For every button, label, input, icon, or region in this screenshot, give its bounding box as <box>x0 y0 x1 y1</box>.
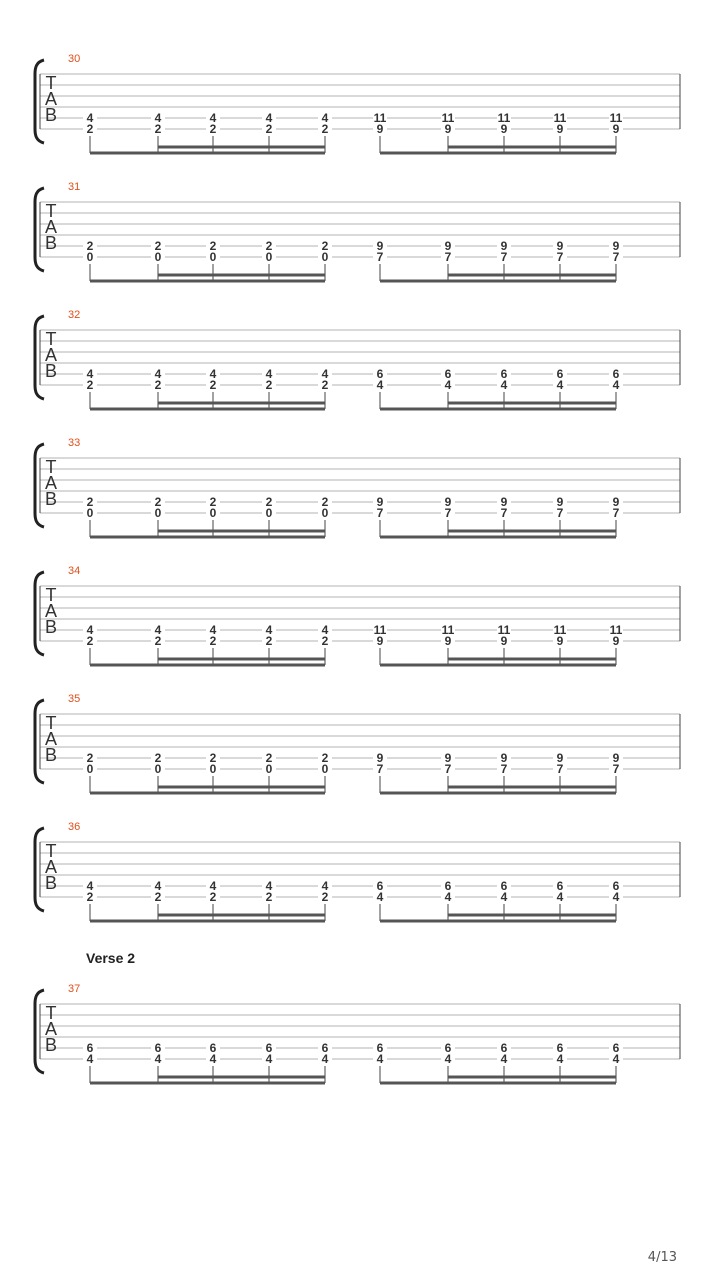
fret-number: 4 <box>500 1052 508 1066</box>
fret-number: 2 <box>209 890 217 904</box>
fret-number: 6 <box>612 879 620 893</box>
measure-number: 30 <box>68 53 81 65</box>
fret-number: 9 <box>444 634 452 648</box>
fret-number: 6 <box>321 1041 329 1055</box>
tab-clef-letter: A <box>44 89 58 109</box>
fret-number: 4 <box>154 1052 162 1066</box>
fret-number: 11 <box>609 623 623 637</box>
fret-number: 4 <box>376 1052 384 1066</box>
fret-number: 6 <box>376 879 384 893</box>
fret-number: 4 <box>321 879 329 893</box>
fret-number: 2 <box>321 890 329 904</box>
fret-number: 9 <box>500 495 508 509</box>
tab-clef-letter: A <box>44 857 58 877</box>
fret-number: 11 <box>373 111 387 125</box>
fret-number: 6 <box>612 367 620 381</box>
fret-number: 0 <box>321 762 329 776</box>
tab-clef-letter: A <box>44 729 58 749</box>
fret-number: 9 <box>500 751 508 765</box>
fret-number: 4 <box>209 111 217 125</box>
fret-number: 6 <box>444 879 452 893</box>
fret-number: 9 <box>612 122 620 136</box>
fret-number: 6 <box>444 367 452 381</box>
fret-number: 4 <box>444 890 452 904</box>
section-label: Verse 2 <box>86 950 136 966</box>
fret-number: 7 <box>444 506 452 520</box>
tab-clef-letter: B <box>44 361 58 381</box>
fret-number: 9 <box>556 495 564 509</box>
fret-number: 4 <box>612 1052 620 1066</box>
fret-number: 2 <box>209 122 217 136</box>
fret-number: 2 <box>265 751 273 765</box>
tab-clef-letter: B <box>44 105 58 125</box>
fret-number: 2 <box>265 890 273 904</box>
fret-number: 0 <box>265 762 273 776</box>
fret-number: 0 <box>209 250 217 264</box>
measure-number: 33 <box>68 437 81 449</box>
fret-number: 4 <box>265 111 273 125</box>
tab-clef-letter: B <box>44 489 58 509</box>
fret-number: 6 <box>500 367 508 381</box>
fret-number: 9 <box>500 122 508 136</box>
tab-clef-letter: T <box>45 713 57 733</box>
fret-number: 4 <box>209 879 217 893</box>
fret-number: 7 <box>444 250 452 264</box>
fret-number: 4 <box>321 1052 329 1066</box>
fret-number: 2 <box>154 122 162 136</box>
fret-number: 4 <box>321 111 329 125</box>
fret-number: 11 <box>553 111 567 125</box>
fret-number: 4 <box>321 367 329 381</box>
fret-number: 6 <box>376 367 384 381</box>
tab-clef-letter: T <box>45 201 57 221</box>
fret-number: 11 <box>441 111 455 125</box>
fret-number: 9 <box>376 122 384 136</box>
fret-number: 9 <box>500 239 508 253</box>
tab-clef-letter: T <box>45 73 57 93</box>
fret-number: 2 <box>265 495 273 509</box>
fret-number: 2 <box>154 495 162 509</box>
fret-number: 9 <box>444 122 452 136</box>
tab-clef-letter: B <box>44 1035 58 1055</box>
fret-number: 2 <box>86 890 94 904</box>
fret-number: 6 <box>265 1041 273 1055</box>
fret-number: 4 <box>86 1052 94 1066</box>
fret-number: 4 <box>500 378 508 392</box>
fret-number: 0 <box>321 250 329 264</box>
fret-number: 4 <box>265 879 273 893</box>
tab-clef-letter: B <box>44 745 58 765</box>
fret-number: 0 <box>86 506 94 520</box>
fret-number: 2 <box>154 634 162 648</box>
measure-number: 37 <box>68 983 81 995</box>
fret-number: 7 <box>556 250 564 264</box>
fret-number: 9 <box>444 751 452 765</box>
measure-number: 35 <box>68 693 81 705</box>
fret-number: 9 <box>500 634 508 648</box>
fret-number: 9 <box>376 634 384 648</box>
fret-number: 11 <box>373 623 387 637</box>
tab-clef-letter: B <box>44 233 58 253</box>
tab-clef-letter: T <box>45 585 57 605</box>
fret-number: 2 <box>86 495 94 509</box>
fret-number: 9 <box>376 495 384 509</box>
fret-number: 2 <box>321 751 329 765</box>
fret-number: 7 <box>612 506 620 520</box>
fret-number: 4 <box>556 1052 564 1066</box>
fret-number: 4 <box>612 890 620 904</box>
fret-number: 6 <box>556 879 564 893</box>
fret-number: 6 <box>556 367 564 381</box>
tab-clef-letter: A <box>44 345 58 365</box>
fret-number: 2 <box>321 378 329 392</box>
fret-number: 9 <box>556 122 564 136</box>
fret-number: 4 <box>556 890 564 904</box>
fret-number: 7 <box>500 250 508 264</box>
tab-clef-letter: T <box>45 457 57 477</box>
tab-clef-letter: T <box>45 841 57 861</box>
fret-number: 9 <box>556 634 564 648</box>
fret-number: 2 <box>154 751 162 765</box>
fret-number: 11 <box>441 623 455 637</box>
tab-clef-letter: T <box>45 329 57 349</box>
fret-number: 9 <box>376 751 384 765</box>
fret-number: 2 <box>86 378 94 392</box>
fret-number: 2 <box>209 378 217 392</box>
fret-number: 9 <box>376 239 384 253</box>
fret-number: 11 <box>497 623 511 637</box>
fret-number: 0 <box>86 250 94 264</box>
fret-number: 4 <box>86 111 94 125</box>
fret-number: 9 <box>612 634 620 648</box>
fret-number: 2 <box>86 751 94 765</box>
fret-number: 2 <box>321 122 329 136</box>
fret-number: 4 <box>321 623 329 637</box>
fret-number: 11 <box>553 623 567 637</box>
fret-number: 7 <box>612 762 620 776</box>
fret-number: 6 <box>154 1041 162 1055</box>
tab-clef-letter: A <box>44 1019 58 1039</box>
fret-number: 4 <box>209 367 217 381</box>
tab-clef-letter: B <box>44 617 58 637</box>
measure-number: 31 <box>68 181 81 193</box>
fret-number: 2 <box>86 239 94 253</box>
fret-number: 0 <box>209 762 217 776</box>
fret-number: 2 <box>265 378 273 392</box>
fret-number: 7 <box>612 250 620 264</box>
fret-number: 7 <box>500 762 508 776</box>
fret-number: 2 <box>154 378 162 392</box>
fret-number: 0 <box>265 506 273 520</box>
fret-number: 4 <box>612 378 620 392</box>
fret-number: 4 <box>209 1052 217 1066</box>
fret-number: 2 <box>209 751 217 765</box>
tab-clef-letter: T <box>45 1003 57 1023</box>
fret-number: 4 <box>376 378 384 392</box>
fret-number: 4 <box>265 1052 273 1066</box>
fret-number: 11 <box>609 111 623 125</box>
fret-number: 4 <box>86 623 94 637</box>
tab-clef-letter: A <box>44 217 58 237</box>
fret-number: 6 <box>500 879 508 893</box>
fret-number: 9 <box>612 495 620 509</box>
tab-clef-letter: A <box>44 473 58 493</box>
fret-number: 9 <box>444 495 452 509</box>
fret-number: 6 <box>612 1041 620 1055</box>
fret-number: 6 <box>500 1041 508 1055</box>
fret-number: 6 <box>86 1041 94 1055</box>
fret-number: 7 <box>376 762 384 776</box>
fret-number: 7 <box>444 762 452 776</box>
fret-number: 2 <box>209 634 217 648</box>
fret-number: 6 <box>556 1041 564 1055</box>
fret-number: 4 <box>209 623 217 637</box>
fret-number: 0 <box>209 506 217 520</box>
fret-number: 2 <box>86 122 94 136</box>
fret-number: 4 <box>500 890 508 904</box>
fret-number: 4 <box>265 367 273 381</box>
fret-number: 0 <box>154 762 162 776</box>
fret-number: 2 <box>321 634 329 648</box>
fret-number: 4 <box>444 1052 452 1066</box>
fret-number: 2 <box>321 239 329 253</box>
fret-number: 4 <box>265 623 273 637</box>
fret-number: 0 <box>265 250 273 264</box>
fret-number: 4 <box>154 367 162 381</box>
fret-number: 9 <box>612 239 620 253</box>
fret-number: 6 <box>209 1041 217 1055</box>
measure-number: 36 <box>68 821 81 833</box>
fret-number: 2 <box>265 239 273 253</box>
fret-number: 7 <box>556 506 564 520</box>
fret-number: 0 <box>86 762 94 776</box>
fret-number: 7 <box>376 506 384 520</box>
fret-number: 2 <box>86 634 94 648</box>
fret-number: 7 <box>500 506 508 520</box>
measure-number: 32 <box>68 309 81 321</box>
fret-number: 6 <box>376 1041 384 1055</box>
fret-number: 4 <box>154 623 162 637</box>
fret-number: 2 <box>154 239 162 253</box>
fret-number: 4 <box>86 367 94 381</box>
page-number: 4/13 <box>647 1250 677 1265</box>
fret-number: 4 <box>154 111 162 125</box>
fret-number: 11 <box>497 111 511 125</box>
fret-number: 2 <box>209 239 217 253</box>
fret-number: 4 <box>154 879 162 893</box>
fret-number: 9 <box>612 751 620 765</box>
fret-number: 6 <box>444 1041 452 1055</box>
measure-number: 34 <box>68 565 81 577</box>
fret-number: 2 <box>321 495 329 509</box>
fret-number: 0 <box>154 506 162 520</box>
fret-number: 4 <box>444 378 452 392</box>
fret-number: 4 <box>86 879 94 893</box>
fret-number: 9 <box>556 239 564 253</box>
fret-number: 0 <box>321 506 329 520</box>
fret-number: 7 <box>376 250 384 264</box>
fret-number: 2 <box>265 122 273 136</box>
tab-clef-letter: B <box>44 873 58 893</box>
fret-number: 2 <box>209 495 217 509</box>
fret-number: 9 <box>444 239 452 253</box>
fret-number: 2 <box>265 634 273 648</box>
fret-number: 2 <box>154 890 162 904</box>
fret-number: 4 <box>556 378 564 392</box>
fret-number: 9 <box>556 751 564 765</box>
fret-number: 7 <box>556 762 564 776</box>
tab-clef-letter: A <box>44 601 58 621</box>
fret-number: 4 <box>376 890 384 904</box>
fret-number: 0 <box>154 250 162 264</box>
